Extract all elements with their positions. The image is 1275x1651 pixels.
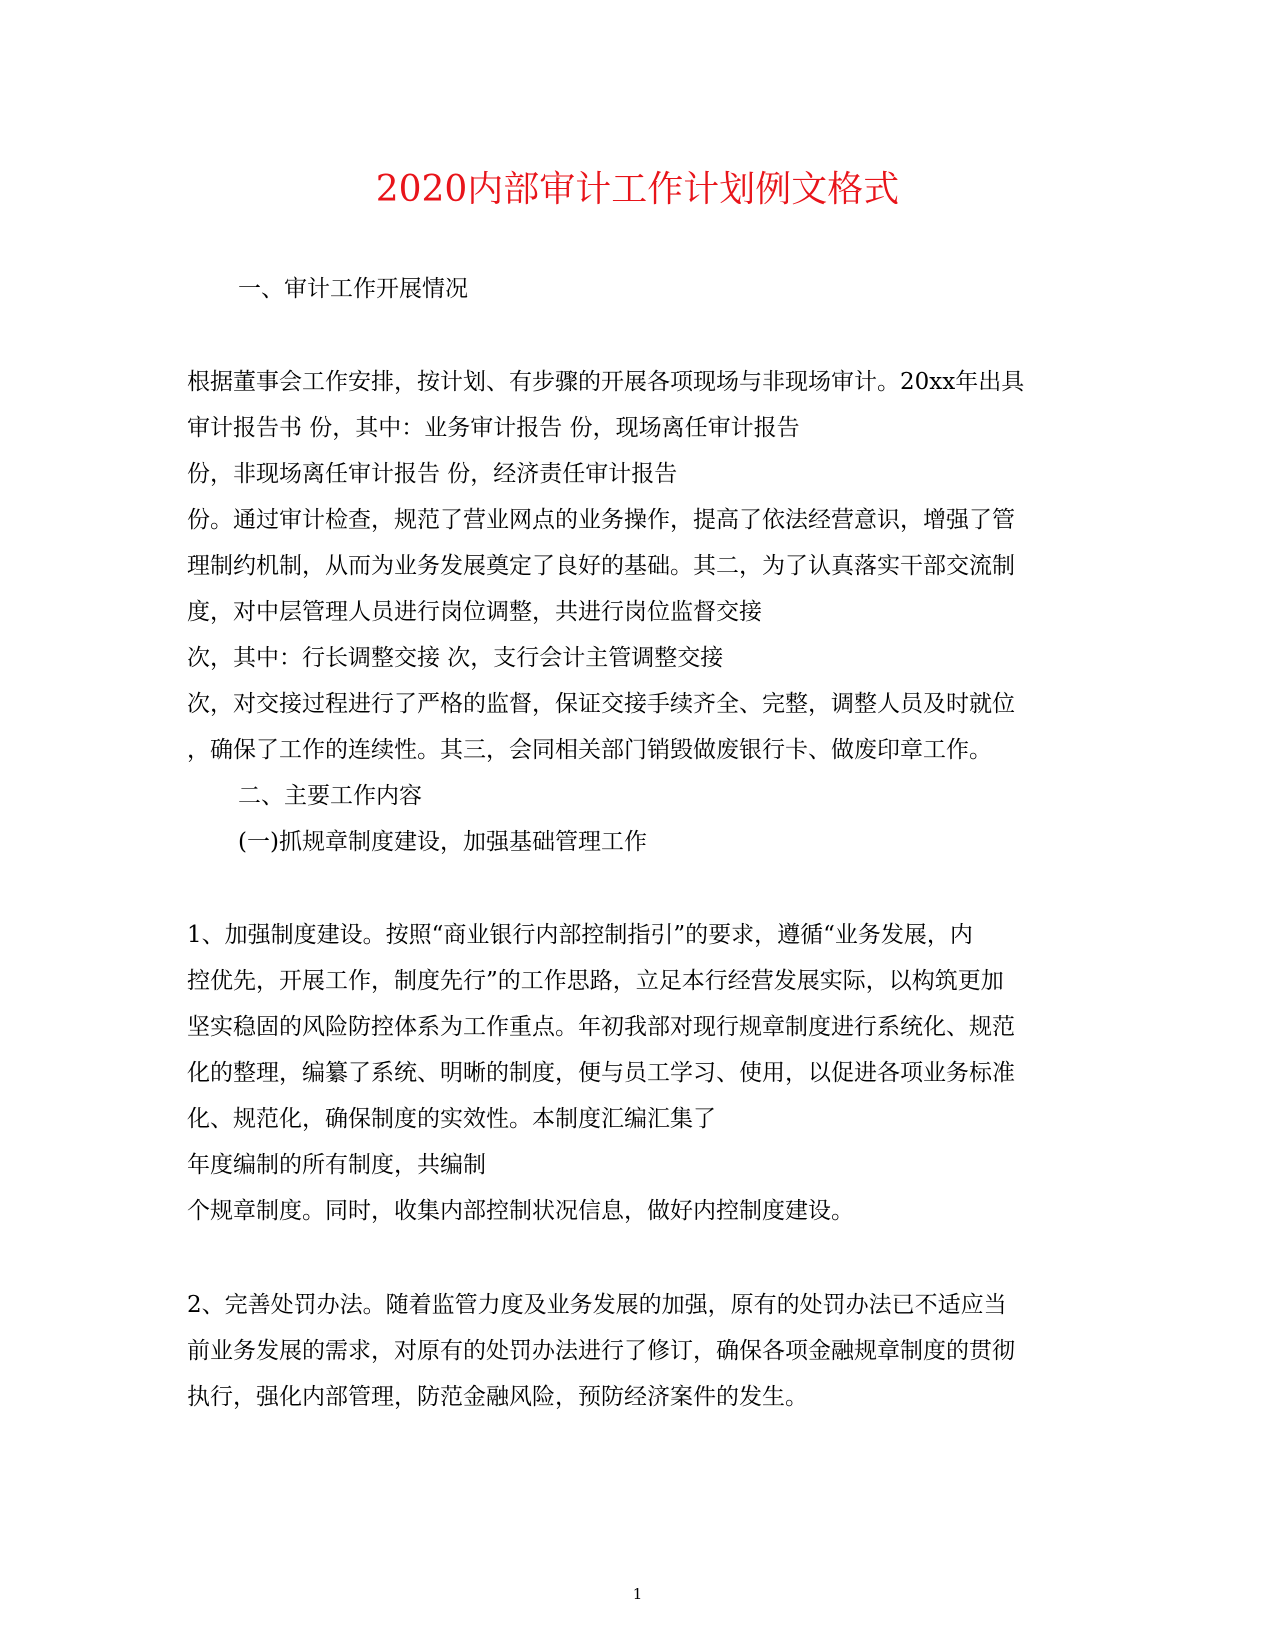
subsection-heading: (一)抓规章制度建设，加强基础管理工作	[238, 829, 647, 855]
paragraph-line: 执行，强化内部管理，防范金融风险，预防经济案件的发生。	[187, 1384, 808, 1410]
paragraph-line: 年度编制的所有制度，共编制	[187, 1152, 486, 1178]
paragraph-line: 次，对交接过程进行了严格的监督，保证交接手续齐全、完整，调整人员及时就位	[187, 691, 1015, 717]
paragraph-line: 个规章制度。同时，收集内部控制状况信息，做好内控制度建设。	[187, 1198, 854, 1224]
paragraph-line: 审计报告书 份，其中：业务审计报告 份，现场离任审计报告	[187, 415, 800, 441]
paragraph-line: 份。通过审计检查，规范了营业网点的业务操作，提高了依法经营意识，增强了管	[187, 507, 1015, 533]
document-title: 2020内部审计工作计划例文格式	[375, 169, 900, 210]
paragraph-line: 坚实稳固的风险防控体系为工作重点。年初我部对现行规章制度进行系统化、规范	[187, 1014, 1015, 1040]
section-heading-1: 一、审计工作开展情况	[238, 276, 468, 302]
paragraph-line: 根据董事会工作安排，按计划、有步骤的开展各项现场与非现场审计。20xx年出具	[187, 369, 1025, 395]
paragraph-line: 度，对中层管理人员进行岗位调整，共进行岗位监督交接	[187, 599, 762, 625]
paragraph-line: 份，非现场离任审计报告 份，经济责任审计报告	[187, 461, 678, 487]
paragraph-line: 控优先，开展工作，制度先行”的工作思路，立足本行经营发展实际，以构筑更加	[187, 968, 1004, 994]
section-heading-2: 二、主要工作内容	[238, 783, 422, 809]
paragraph-line: 化、规范化，确保制度的实效性。本制度汇编汇集了	[187, 1106, 716, 1132]
page-number: 1	[632, 1585, 643, 1603]
paragraph-line: ，确保了工作的连续性。其三，会同相关部门销毁做废银行卡、做废印章工作。	[187, 737, 992, 763]
paragraph-line: 次，其中：行长调整交接 次，支行会计主管调整交接	[187, 645, 724, 671]
paragraph-line: 理制约机制，从而为业务发展奠定了良好的基础。其二，为了认真落实干部交流制	[187, 553, 1015, 579]
paragraph-line: 化的整理，编纂了系统、明晰的制度，便与员工学习、使用，以促进各项业务标准	[187, 1060, 1015, 1086]
paragraph-line: 2、完善处罚办法。随着监管力度及业务发展的加强，原有的处罚办法已不适应当	[187, 1292, 1007, 1318]
paragraph-line: 1、加强制度建设。按照“商业银行内部控制指引”的要求，遵循“业务发展，内	[187, 922, 973, 948]
paragraph-line: 前业务发展的需求，对原有的处罚办法进行了修订，确保各项金融规章制度的贯彻	[187, 1338, 1015, 1364]
